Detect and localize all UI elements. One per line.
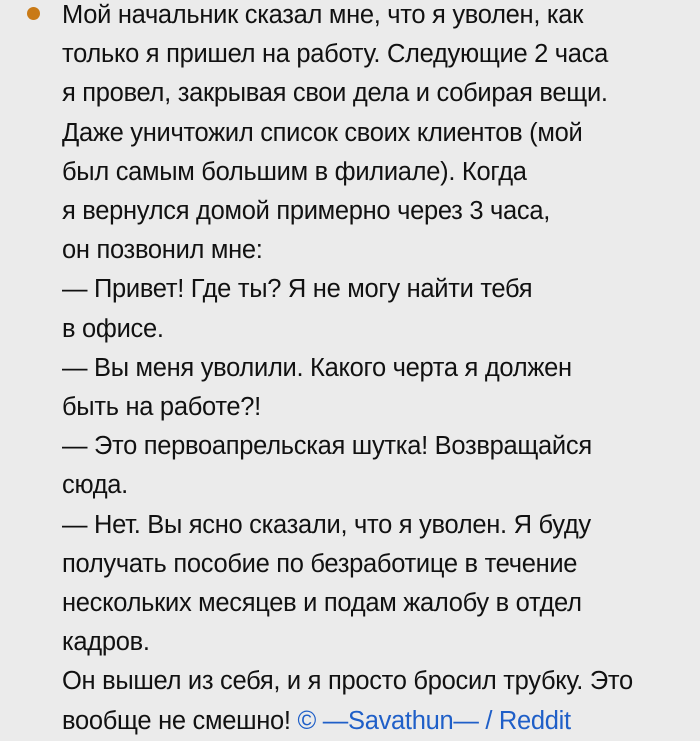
story-line: — Привет! Где ты? Я не могу найти тебя (62, 275, 533, 304)
story-line: получать пособие по безработице в течение (62, 549, 578, 578)
story-line: он позвонил мне: (62, 236, 263, 265)
story-line: Он вышел из себя, и я просто бросил трубку. Это (62, 667, 633, 696)
story-line: вообще не смешно! (62, 706, 291, 735)
story-last-line (62, 702, 694, 741)
story-line: кадров. (62, 628, 150, 657)
credit-link[interactable]: © —Savathun— / Reddit (297, 706, 571, 735)
story-line: я провел, закрывая свои дела и собирая вещи. (62, 79, 608, 108)
story-line: Даже уничтожил список своих клиентов (мой (62, 118, 583, 147)
story-line: я вернулся домой примерно через 3 часа, (62, 197, 550, 226)
story-line: сюда. (62, 471, 128, 500)
story-line: нескольких месяцев и подам жалобу в отдел (62, 589, 582, 618)
story-line: только я пришел на работу. Следующие 2 часа (62, 40, 608, 69)
story-line: Мой начальник сказал мне, что я уволен, как (62, 1, 584, 29)
story-line: — Это первоапрельская шутка! Возвращайся (62, 432, 592, 461)
story-line: в офисе. (62, 314, 164, 343)
story-line: — Вы меня уволили. Какого черта я должен (62, 353, 572, 382)
bullet-icon (27, 7, 40, 20)
story-line: был самым большим в филиале). Когда (62, 157, 527, 186)
story-line: быть на работе?! (62, 393, 261, 422)
story-line: — Нет. Вы ясно сказали, что я уволен. Я буду (62, 510, 591, 539)
story-text (62, 0, 694, 741)
